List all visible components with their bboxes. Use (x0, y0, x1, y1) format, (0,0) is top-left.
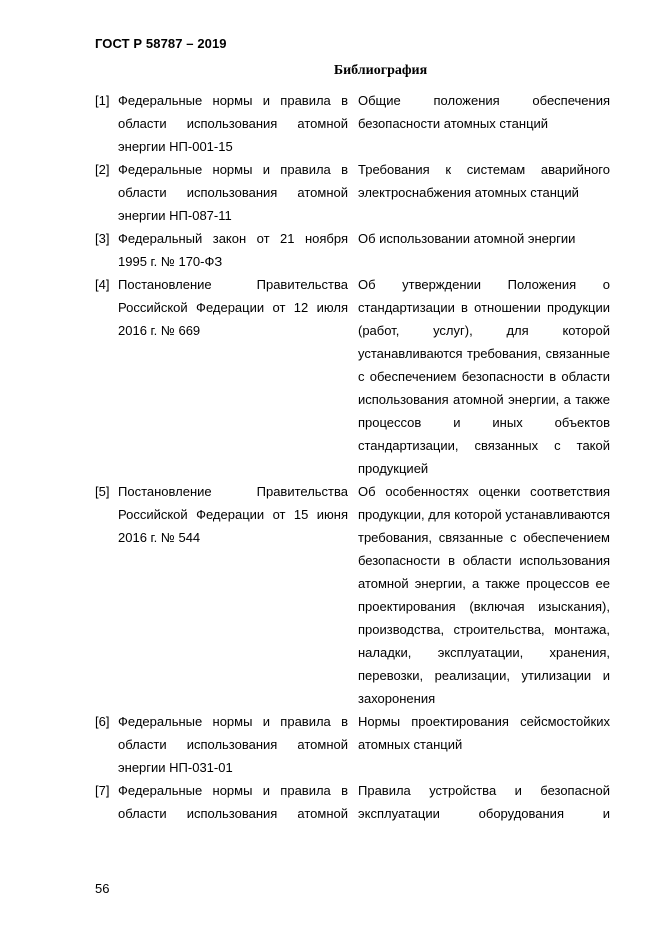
entry-number: [3] (95, 231, 110, 246)
bibliography-entry (95, 89, 610, 158)
bibliography-entry (95, 779, 610, 825)
entry-source: Федеральные нормы и правила в области использования атомной энергии НП-001-15 (118, 93, 348, 154)
entry-source: Федеральный закон от 21 ноября 1995 г. № 170-ФЗ (118, 231, 348, 269)
entry-title: Нормы проектирования сейсмостойких атомных станций (358, 714, 610, 752)
entry-source: Федеральные нормы и правила в области использования атомной (118, 783, 348, 821)
bibliography-entry (95, 480, 610, 710)
entry-source: Федеральные нормы и правила в области использования атомной энергии НП-087-11 (118, 162, 348, 223)
bibliography-entry (95, 227, 610, 273)
bibliography-entry (95, 158, 610, 227)
entry-number: [2] (95, 162, 110, 177)
document-code-header: ГОСТ Р 58787 – 2019 (95, 36, 227, 51)
entry-title: Об особенностях оценки соответствия продукции, для которой устанавливаются требования, связанные с обеспечением безопасности в области использования атомной энергии, а также процессов ее проектирования (включая изыскания), производства, строительства, монтажа, наладки, эксплуатации, хранения, перевозки, реализации, утилизации и захоронения (358, 484, 610, 706)
entry-title: Об использовании атомной энергии (358, 231, 576, 246)
entry-number: [4] (95, 277, 110, 292)
entry-number: [1] (95, 93, 110, 108)
entry-number: [6] (95, 714, 110, 729)
bibliography-list (95, 89, 610, 825)
entry-source: Федеральные нормы и правила в области использования атомной энергии НП-031-01 (118, 714, 348, 775)
entry-title: Об утверждении Положения о стандартизации в отношении продукции (работ, услуг), для которой устанавливаются требования, связанные с обеспечением безопасности в области использования атомной энергии, а также процессов и иных объектов стандартизации, связанных с такой продукцией (358, 277, 610, 476)
entry-title: Общие положения обеспечения безопасности атомных станций (358, 93, 610, 131)
entry-title: Правила устройства и безопасной эксплуатации оборудования и (358, 783, 610, 821)
page-number: 56 (95, 881, 110, 896)
entry-source: Постановление Правительства Российской Федерации от 15 июня 2016 г. № 544 (118, 484, 348, 545)
entry-number: [5] (95, 484, 110, 499)
entry-source: Постановление Правительства Российской Федерации от 12 июля 2016 г. № 669 (118, 277, 348, 338)
entry-title: Требования к системам аварийного электроснабжения атомных станций (358, 162, 610, 200)
bibliography-entry (95, 273, 610, 480)
section-title: Библиография (333, 63, 428, 78)
bibliography-entry (95, 710, 610, 779)
entry-number: [7] (95, 783, 110, 798)
